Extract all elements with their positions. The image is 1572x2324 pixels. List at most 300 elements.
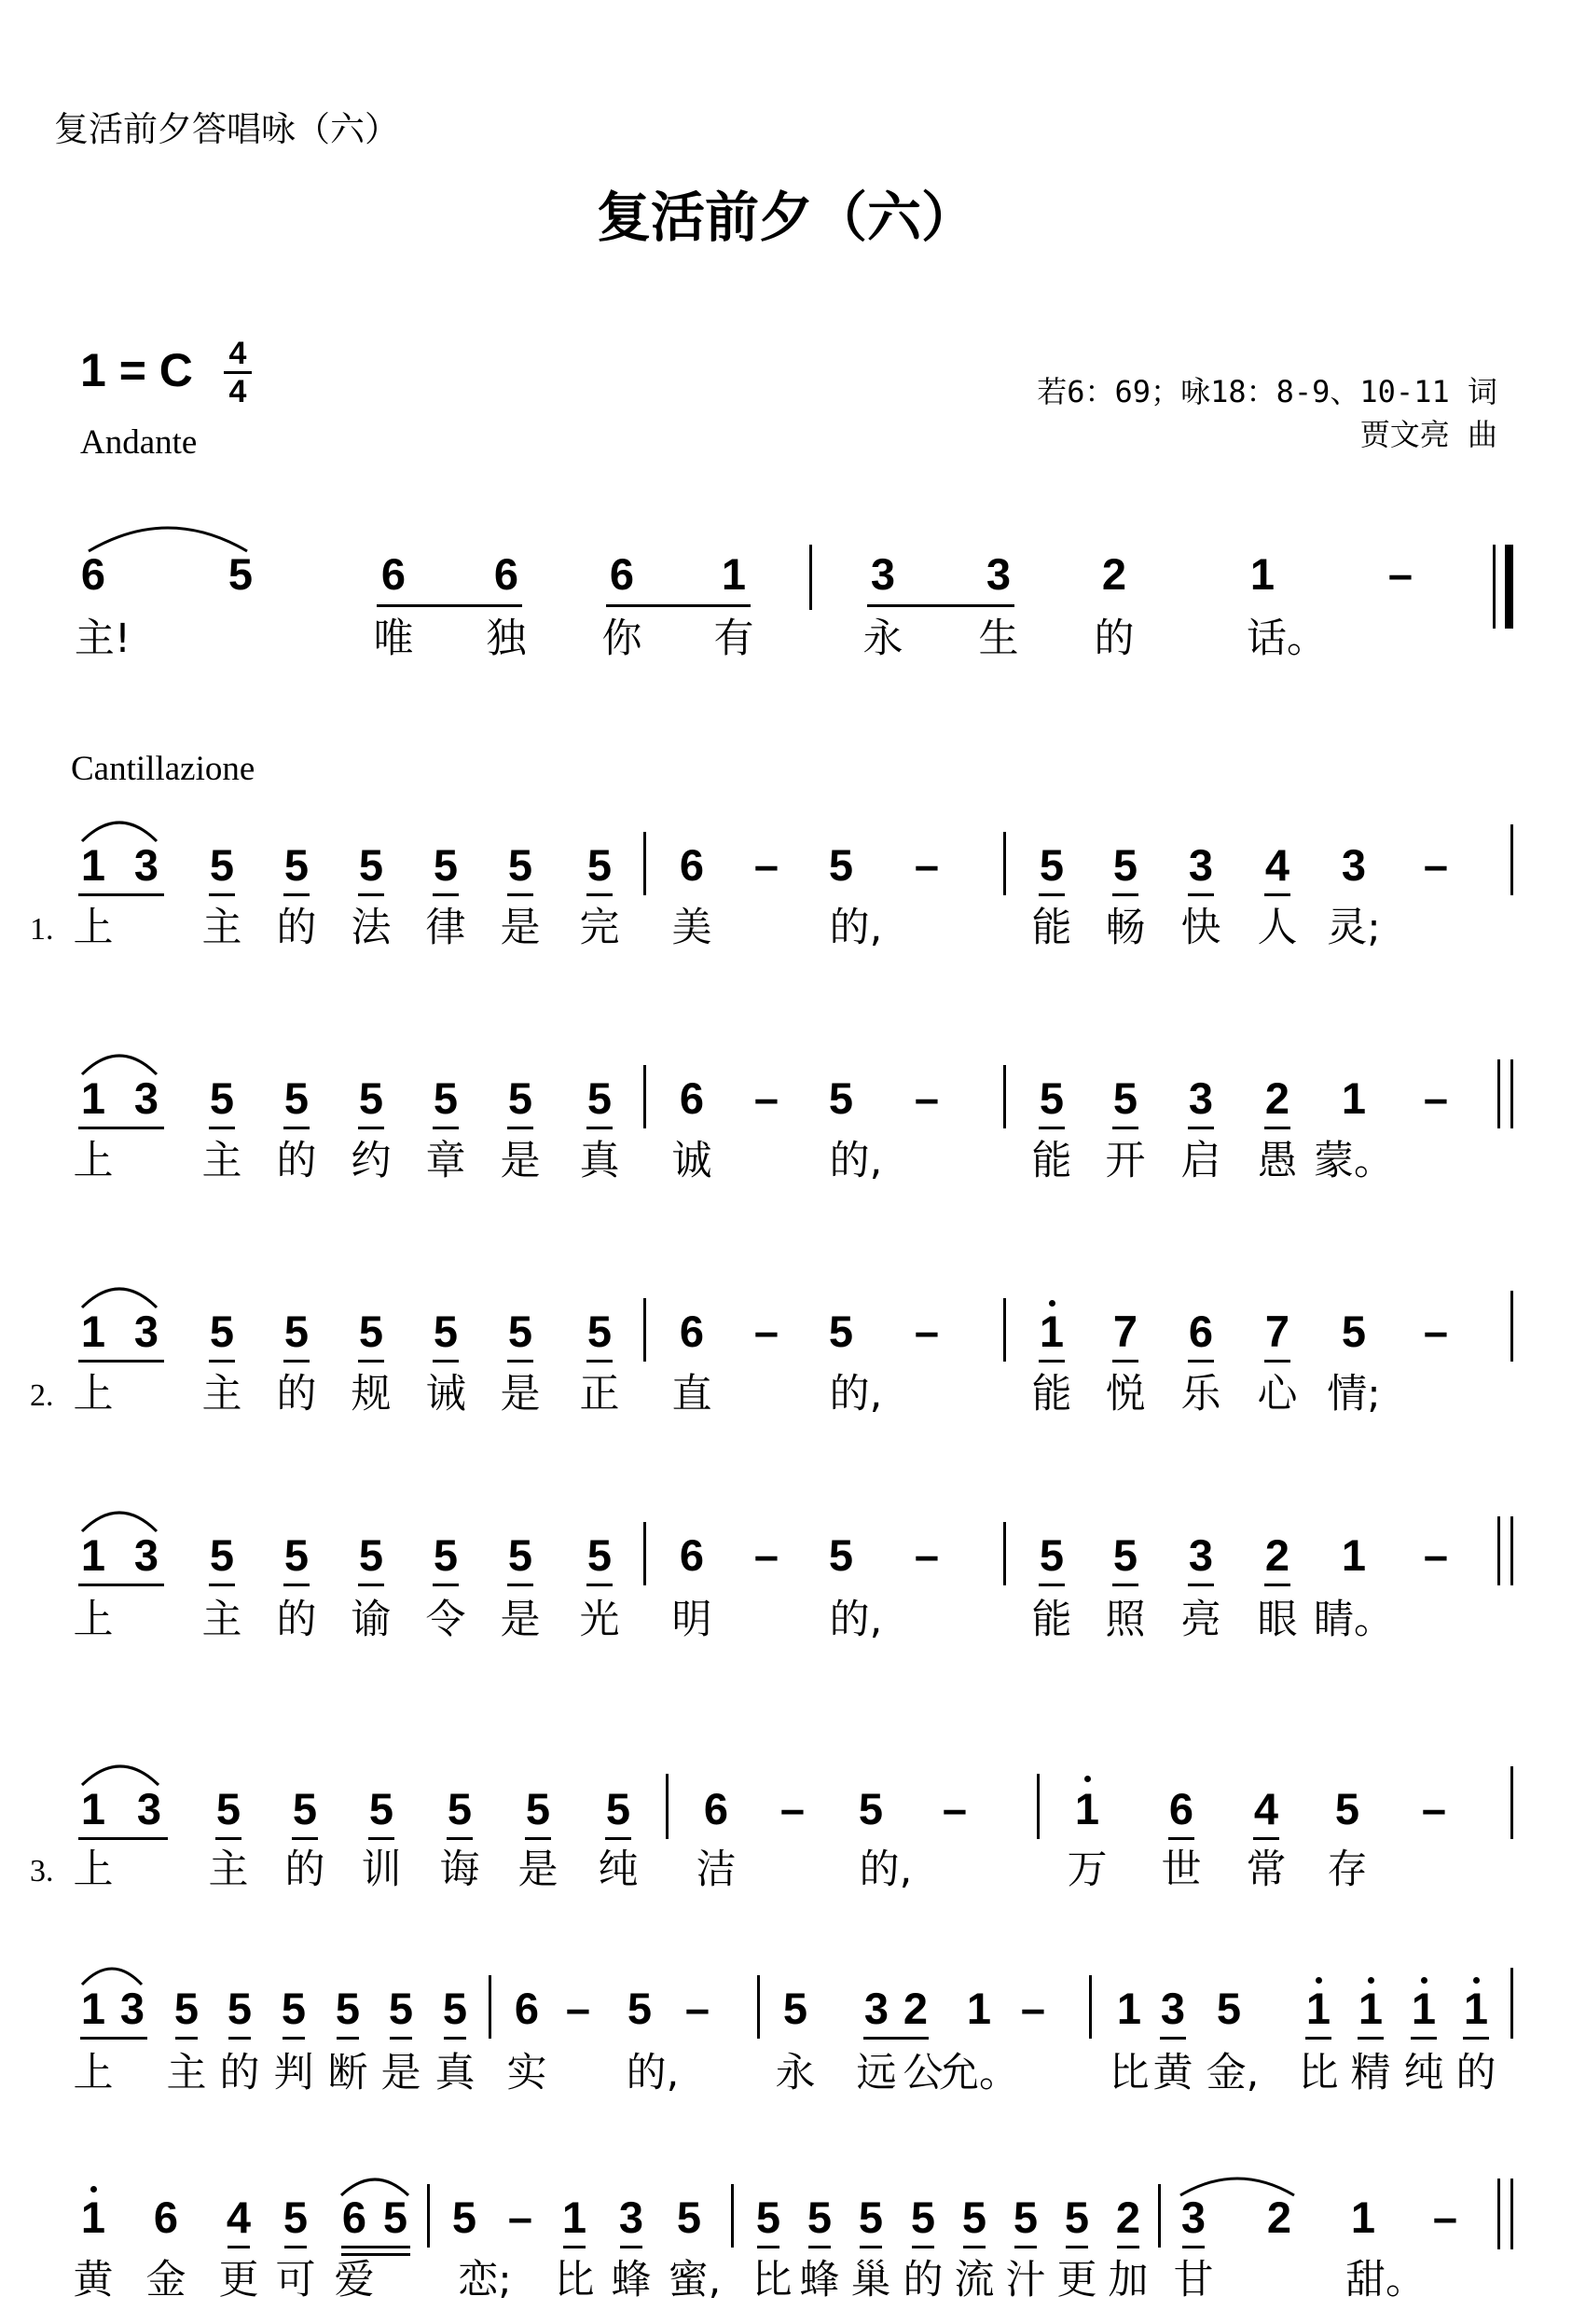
lyric: 流 bbox=[954, 2257, 995, 2303]
beam bbox=[1264, 1360, 1290, 1363]
note: 5 bbox=[209, 840, 235, 890]
beam bbox=[433, 1584, 459, 1586]
beam bbox=[1188, 1360, 1214, 1363]
beam bbox=[1112, 1127, 1138, 1129]
dash: – bbox=[753, 1073, 779, 1123]
verse-number: 3. bbox=[30, 1854, 54, 1888]
lyric: 甜。 bbox=[1345, 2257, 1426, 2303]
note: 5 bbox=[209, 1530, 235, 1580]
note: 6 bbox=[514, 1984, 540, 2033]
lyric: 的 bbox=[276, 905, 317, 951]
lyric: 是 bbox=[500, 1371, 541, 1418]
beam bbox=[525, 1837, 551, 1840]
barline bbox=[1003, 832, 1006, 895]
note: 5 bbox=[433, 1073, 459, 1123]
lyric: 比 bbox=[752, 2257, 793, 2303]
beam bbox=[912, 2246, 934, 2248]
lyric: 章 bbox=[425, 1138, 466, 1184]
lyric: 主 bbox=[166, 2050, 207, 2096]
lyric: 更 bbox=[1056, 2257, 1097, 2303]
note: 5 bbox=[1039, 1530, 1065, 1580]
lyric: 永 bbox=[775, 2050, 816, 2096]
lyric: 诚 bbox=[671, 1138, 712, 1184]
note: 1 bbox=[561, 2193, 587, 2242]
beam bbox=[358, 1360, 384, 1363]
note: 4 bbox=[1253, 1784, 1279, 1833]
beam bbox=[1168, 1837, 1194, 1840]
lyric: 的, bbox=[626, 2050, 680, 2096]
barline bbox=[643, 832, 646, 895]
lyric: 巢 bbox=[850, 2257, 891, 2303]
beam bbox=[284, 2246, 307, 2248]
beam bbox=[620, 2246, 642, 2248]
lyric: 加 bbox=[1108, 2257, 1149, 2303]
note: 1 bbox=[80, 1073, 106, 1123]
beam bbox=[447, 1837, 473, 1840]
barline bbox=[1158, 2184, 1161, 2248]
lyric: 法 bbox=[351, 905, 392, 951]
beam bbox=[377, 604, 522, 607]
note: 1 bbox=[1305, 1984, 1331, 2033]
lyric: 判 bbox=[273, 2050, 314, 2096]
lyric: 比 bbox=[1109, 2050, 1150, 2096]
lyric: 悦 bbox=[1105, 1371, 1146, 1418]
beam bbox=[757, 2246, 779, 2248]
note: 5 bbox=[807, 2193, 833, 2242]
beam bbox=[586, 1584, 613, 1586]
barline bbox=[489, 1975, 491, 2039]
lyric: 允。 bbox=[939, 2050, 1019, 2096]
barline bbox=[809, 545, 812, 610]
final-barline-thin bbox=[1493, 545, 1496, 629]
lyric: 人 bbox=[1257, 905, 1298, 951]
lyric: 照 bbox=[1105, 1597, 1146, 1643]
barline bbox=[1510, 824, 1513, 895]
lyric: 蜜, bbox=[668, 2257, 722, 2303]
note: 5 bbox=[627, 1984, 653, 2033]
lyric: 眼 bbox=[1257, 1597, 1298, 1643]
note: 1 bbox=[1116, 1984, 1142, 2033]
note: 1 bbox=[1074, 1784, 1100, 1833]
note: 1 bbox=[1350, 2193, 1376, 2242]
note: 5 bbox=[586, 1530, 613, 1580]
lyric: 的 bbox=[903, 2257, 944, 2303]
dash: – bbox=[779, 1784, 806, 1833]
note: 3 bbox=[1341, 840, 1367, 890]
beam bbox=[1188, 893, 1214, 896]
note: 5 bbox=[358, 1073, 384, 1123]
lyric: 世 bbox=[1161, 1847, 1202, 1893]
beam bbox=[963, 2246, 986, 2248]
note: 5 bbox=[388, 1984, 414, 2033]
dash: – bbox=[914, 1073, 940, 1123]
note: 5 bbox=[828, 1307, 854, 1356]
lyric: 断 bbox=[327, 2050, 368, 2096]
note: 5 bbox=[961, 2193, 987, 2242]
note: 5 bbox=[382, 2193, 408, 2242]
lyric: 唯 bbox=[373, 616, 414, 662]
note: 3 bbox=[133, 1073, 159, 1123]
beam bbox=[1039, 1360, 1065, 1363]
final-barline-thin bbox=[1497, 1516, 1500, 1585]
beam bbox=[390, 2037, 412, 2040]
note: 6 bbox=[679, 1073, 705, 1123]
beam bbox=[1305, 2037, 1331, 2040]
note: 3 bbox=[618, 2193, 644, 2242]
lyric: 纯 bbox=[598, 1847, 639, 1893]
beam bbox=[586, 1360, 613, 1363]
note: 5 bbox=[507, 1307, 533, 1356]
note: 5 bbox=[828, 840, 854, 890]
note: 1 bbox=[80, 1984, 106, 2033]
lyric: 汁 bbox=[1005, 2257, 1046, 2303]
beam bbox=[1264, 1127, 1290, 1129]
lyricist-credit: 若6：69；咏18：8-9、10-11 词 bbox=[1037, 374, 1497, 409]
high-octave-dot bbox=[1368, 1977, 1374, 1984]
beam bbox=[1039, 893, 1065, 896]
beam bbox=[1182, 2246, 1205, 2248]
dash: – bbox=[914, 1307, 940, 1356]
lyric: 洁 bbox=[696, 1847, 737, 1893]
lyric: 主 bbox=[201, 905, 242, 951]
barline bbox=[1510, 1968, 1513, 2039]
final-barline-thin bbox=[1510, 1059, 1513, 1128]
lyric: 正 bbox=[579, 1371, 620, 1418]
beam bbox=[283, 1127, 310, 1129]
high-octave-dot bbox=[1473, 1977, 1480, 1984]
lyric: 可 bbox=[275, 2257, 316, 2303]
dash: – bbox=[1423, 1530, 1449, 1580]
lyric: 爱 bbox=[334, 2257, 375, 2303]
beam bbox=[358, 1584, 384, 1586]
note: 3 bbox=[1160, 1984, 1186, 2033]
barline bbox=[643, 1522, 646, 1585]
beam bbox=[209, 1360, 235, 1363]
lyric: 永 bbox=[862, 616, 903, 662]
barline bbox=[1037, 1774, 1040, 1839]
beam bbox=[209, 1584, 235, 1586]
note: 5 bbox=[1039, 840, 1065, 890]
note: 2 bbox=[1115, 2193, 1141, 2242]
lyric: 灵; bbox=[1327, 905, 1381, 951]
beam bbox=[507, 1127, 533, 1129]
barline bbox=[1003, 1065, 1006, 1128]
barline bbox=[643, 1298, 646, 1362]
lyric: 的 bbox=[219, 2050, 260, 2096]
note: 5 bbox=[1341, 1307, 1367, 1356]
lyric: 精 bbox=[1350, 2050, 1391, 2096]
lyric: 畅 bbox=[1105, 905, 1146, 951]
note: 5 bbox=[451, 2193, 477, 2242]
note: 5 bbox=[358, 840, 384, 890]
note: 1 bbox=[1358, 1984, 1384, 2033]
beam bbox=[80, 2037, 147, 2040]
beam bbox=[1112, 1584, 1138, 1586]
note: 5 bbox=[586, 1073, 613, 1123]
note: 6 bbox=[679, 840, 705, 890]
lyric: 诫 bbox=[425, 1371, 466, 1418]
note: 5 bbox=[228, 549, 254, 599]
section-label: Cantillazione bbox=[71, 750, 255, 788]
lyric: 生 bbox=[978, 616, 1019, 662]
barline bbox=[643, 1065, 646, 1128]
note: 5 bbox=[782, 1984, 808, 2033]
lyric: 上 bbox=[73, 1138, 114, 1184]
dash: – bbox=[753, 1307, 779, 1356]
lyric: 的 bbox=[1455, 2050, 1496, 2096]
lyric: 比 bbox=[554, 2257, 595, 2303]
note: 6 bbox=[380, 549, 407, 599]
note: 4 bbox=[226, 2193, 252, 2242]
high-octave-dot bbox=[90, 2186, 97, 2193]
beam bbox=[209, 1127, 235, 1129]
beam bbox=[808, 2246, 831, 2248]
lyric: 谕 bbox=[351, 1597, 392, 1643]
lyric: 训 bbox=[361, 1847, 402, 1893]
dash: – bbox=[507, 2193, 533, 2242]
beam bbox=[78, 1837, 168, 1840]
beam bbox=[1463, 2037, 1489, 2040]
note: 6 bbox=[679, 1307, 705, 1356]
beam bbox=[444, 2037, 466, 2040]
note: 2 bbox=[1264, 1073, 1290, 1123]
note: 7 bbox=[1112, 1307, 1138, 1356]
lyric: 纯 bbox=[1403, 2050, 1444, 2096]
note: 5 bbox=[358, 1530, 384, 1580]
beam bbox=[1117, 2246, 1139, 2248]
lyric: 蜂 bbox=[611, 2257, 652, 2303]
note: 3 bbox=[133, 1307, 159, 1356]
lyric: 的 bbox=[276, 1597, 317, 1643]
lyric: 令 bbox=[425, 1597, 466, 1643]
beam bbox=[1039, 1584, 1065, 1586]
lyric: 开 bbox=[1105, 1138, 1146, 1184]
final-barline-thin bbox=[1510, 1516, 1513, 1585]
note: 5 bbox=[433, 1307, 459, 1356]
beam bbox=[507, 893, 533, 896]
note: 6 bbox=[1188, 1307, 1214, 1356]
note: 1 bbox=[80, 840, 106, 890]
note: 5 bbox=[676, 2193, 702, 2242]
note: 5 bbox=[442, 1984, 468, 2033]
lyric: 睛。 bbox=[1314, 1597, 1394, 1643]
lyric: 的 bbox=[276, 1371, 317, 1418]
lyric: 甘 bbox=[1173, 2257, 1214, 2303]
note: 5 bbox=[910, 2193, 936, 2242]
lyric: 实 bbox=[506, 2050, 547, 2096]
note: 5 bbox=[755, 2193, 781, 2242]
lyric: 直 bbox=[671, 1371, 712, 1418]
note: 5 bbox=[209, 1073, 235, 1123]
high-octave-dot bbox=[1421, 1977, 1427, 1984]
beam bbox=[433, 1360, 459, 1363]
beam bbox=[78, 1584, 164, 1586]
note: 5 bbox=[1064, 2193, 1090, 2242]
lyric: 上 bbox=[73, 1847, 114, 1893]
note: 6 bbox=[153, 2193, 179, 2242]
lyric: 主 bbox=[201, 1138, 242, 1184]
lyric: 真 bbox=[434, 2050, 476, 2096]
time-signature-bottom: 4 bbox=[228, 374, 247, 409]
lyric: 的, bbox=[829, 1138, 883, 1184]
beam bbox=[283, 1360, 310, 1363]
beam bbox=[867, 604, 1014, 607]
note: 6 bbox=[609, 549, 635, 599]
note: 3 bbox=[986, 549, 1012, 599]
beam bbox=[1358, 2037, 1384, 2040]
beam bbox=[228, 2037, 251, 2040]
barline bbox=[757, 1975, 760, 2039]
dash: – bbox=[914, 1530, 940, 1580]
lyric: 万 bbox=[1067, 1847, 1108, 1893]
note: 5 bbox=[1039, 1073, 1065, 1123]
note: 5 bbox=[173, 1984, 200, 2033]
beam bbox=[433, 893, 459, 896]
verse-number: 1. bbox=[30, 912, 54, 947]
high-octave-dot bbox=[1084, 1776, 1091, 1782]
time-signature bbox=[222, 338, 254, 408]
beam bbox=[1264, 893, 1290, 896]
note: 5 bbox=[283, 840, 310, 890]
note: 1 bbox=[80, 2193, 106, 2242]
lyric: 的 bbox=[284, 1847, 325, 1893]
note: 5 bbox=[283, 1307, 310, 1356]
note: 7 bbox=[1264, 1307, 1290, 1356]
lyric: 能 bbox=[1031, 1371, 1072, 1418]
lyric: 黄 bbox=[1152, 2050, 1193, 2096]
note: 5 bbox=[507, 1530, 533, 1580]
lyric: 是 bbox=[380, 2050, 421, 2096]
lyric: 诲 bbox=[439, 1847, 480, 1893]
lyric: 规 bbox=[351, 1371, 392, 1418]
beam bbox=[1264, 1584, 1290, 1586]
series-title: 复活前夕答唱咏（六） bbox=[54, 109, 399, 149]
lyric: 心 bbox=[1257, 1371, 1298, 1418]
beam bbox=[1039, 1127, 1065, 1129]
note: 5 bbox=[335, 1984, 361, 2033]
lyric: 话。 bbox=[1247, 616, 1327, 662]
note: 5 bbox=[605, 1784, 631, 1833]
beam bbox=[283, 2037, 305, 2040]
note: 3 bbox=[133, 1530, 159, 1580]
note: 4 bbox=[1264, 840, 1290, 890]
lyric: 启 bbox=[1180, 1138, 1221, 1184]
note: 6 bbox=[80, 549, 106, 599]
high-octave-dot bbox=[1049, 1300, 1055, 1307]
lyric: 乐 bbox=[1180, 1371, 1221, 1418]
lyric: 能 bbox=[1031, 905, 1072, 951]
lyric: 主! bbox=[74, 616, 131, 662]
lyric: 情; bbox=[1327, 1371, 1381, 1418]
dash: – bbox=[1423, 1307, 1449, 1356]
dash: – bbox=[753, 840, 779, 890]
beam bbox=[606, 604, 751, 607]
lyric: 愚 bbox=[1257, 1138, 1298, 1184]
note: 1 bbox=[1249, 549, 1276, 599]
final-barline-thin bbox=[1510, 2179, 1513, 2249]
beam bbox=[337, 2037, 359, 2040]
dash: – bbox=[1387, 549, 1413, 599]
note: 3 bbox=[863, 1984, 889, 2033]
beam bbox=[283, 893, 310, 896]
note: 5 bbox=[507, 840, 533, 890]
beam bbox=[175, 2037, 198, 2040]
barline bbox=[1003, 1522, 1006, 1585]
note: 1 bbox=[966, 1984, 992, 2033]
lyric: 的, bbox=[829, 905, 883, 951]
beam bbox=[1014, 2246, 1037, 2248]
beam bbox=[586, 893, 613, 896]
lyric: 的 bbox=[276, 1138, 317, 1184]
note: 3 bbox=[1188, 1073, 1214, 1123]
dash: – bbox=[1423, 1073, 1449, 1123]
beam bbox=[1411, 2037, 1437, 2040]
lyric: 亮 bbox=[1180, 1597, 1221, 1643]
note: 6 bbox=[703, 1784, 729, 1833]
note: 6 bbox=[341, 2193, 367, 2242]
note: 5 bbox=[1334, 1784, 1360, 1833]
lyric: 独 bbox=[486, 616, 527, 662]
dash: – bbox=[914, 840, 940, 890]
beam bbox=[358, 893, 384, 896]
lyric: 金 bbox=[145, 2257, 186, 2303]
lyric: 更 bbox=[218, 2257, 259, 2303]
beam bbox=[215, 1837, 241, 1840]
note: 5 bbox=[1112, 1530, 1138, 1580]
beam bbox=[341, 2253, 410, 2256]
lyric: 有 bbox=[713, 616, 754, 662]
beam bbox=[1253, 1837, 1279, 1840]
note: 3 bbox=[1188, 840, 1214, 890]
beam bbox=[1112, 893, 1138, 896]
note: 5 bbox=[292, 1784, 318, 1833]
lyric: 的, bbox=[859, 1847, 913, 1893]
lyric: 的, bbox=[829, 1597, 883, 1643]
lyric: 是 bbox=[517, 1847, 558, 1893]
beam bbox=[1188, 1584, 1214, 1586]
beam bbox=[228, 2246, 250, 2248]
dash: – bbox=[684, 1984, 710, 2033]
final-barline-thin bbox=[1497, 2179, 1500, 2249]
note: 6 bbox=[493, 549, 519, 599]
note: 1 bbox=[1341, 1073, 1367, 1123]
barline bbox=[1003, 1298, 1006, 1362]
note: 5 bbox=[507, 1073, 533, 1123]
note: 5 bbox=[215, 1784, 241, 1833]
beam bbox=[78, 1360, 164, 1363]
lyric: 主 bbox=[208, 1847, 249, 1893]
dash: – bbox=[942, 1784, 968, 1833]
note: 6 bbox=[679, 1530, 705, 1580]
note: 5 bbox=[1112, 840, 1138, 890]
note: 5 bbox=[525, 1784, 551, 1833]
final-barline-thick bbox=[1505, 545, 1513, 629]
note: 3 bbox=[1188, 1530, 1214, 1580]
note: 5 bbox=[281, 1984, 307, 2033]
barline bbox=[1089, 1975, 1092, 2039]
note: 1 bbox=[80, 1784, 106, 1833]
lyric: 上 bbox=[73, 1371, 114, 1418]
high-octave-dot bbox=[1316, 1977, 1322, 1984]
note: 1 bbox=[80, 1530, 106, 1580]
note: 3 bbox=[119, 1984, 145, 2033]
beam bbox=[507, 1584, 533, 1586]
note: 1 bbox=[1341, 1530, 1367, 1580]
note: 1 bbox=[721, 549, 747, 599]
tempo-marking: Andante bbox=[80, 423, 198, 462]
lyric: 美 bbox=[671, 905, 712, 951]
note: 5 bbox=[447, 1784, 473, 1833]
